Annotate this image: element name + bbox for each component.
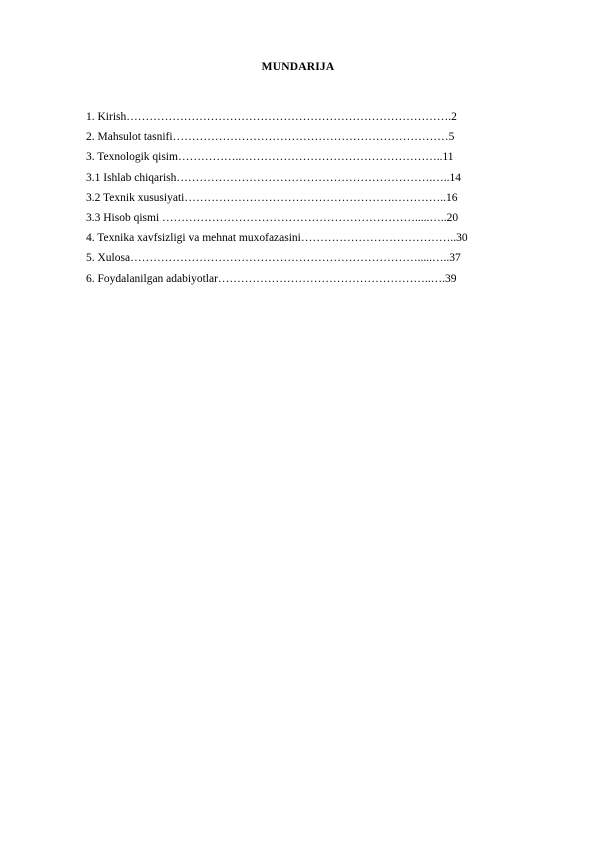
page-title: MUNDARIJA [261,61,335,73]
toc-entry-texnologik-qisim: 3. Texnologik qisim……………..……………………………………………..11 [86,151,454,164]
toc-entry-hisob-qismi: 3.3 Hisob qismi ………………………………………………………….....…..20 [86,211,459,224]
toc-entry-xulosa: 5. Xulosa………………………………………………………………….....…..37 [86,252,461,265]
toc-entry-texnik-xususiyati: 3.2 Texnik xususiyati……………………………………………….…………..16 [86,191,458,204]
toc-entry-foydalanilgan-adabiyotlar: 6. Foydalanilgan adabiyotlar………………………………………………..….39 [86,272,457,285]
toc-entry-ishlab-chiqarish: 3.1 Ishlab chiqarish………………………………………………………….…..14 [86,171,462,184]
toc-entry-texnika-xavfsizligi: 4. Texnika xavfsizligi va mehnat muxofazasini…………………………………..30 [86,232,468,245]
table-of-contents [86,107,468,289]
toc-entry-mahsulot-tasnifi: 2. Mahsulot tasnifi………………………………………………………………5 [86,131,455,144]
toc-entry-kirish: 1. Kirish………………………………………………………………………….2 [86,111,457,123]
